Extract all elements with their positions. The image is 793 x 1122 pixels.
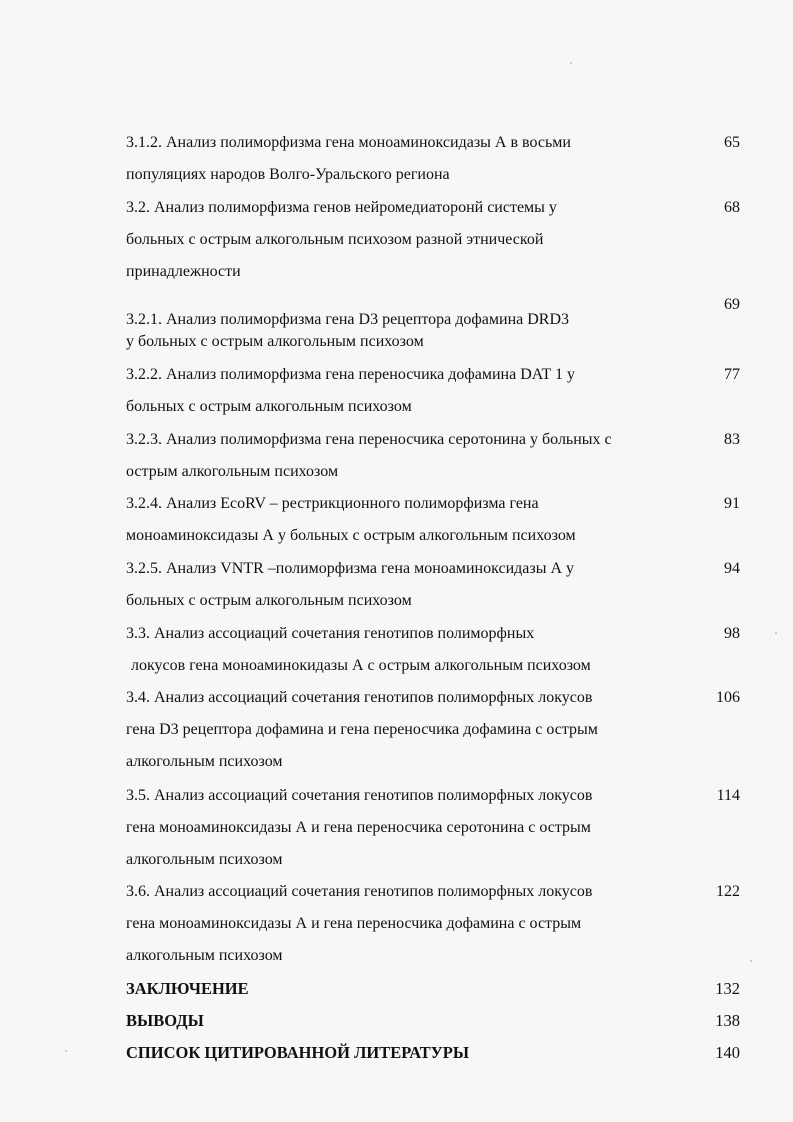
toc-line: гена D3 рецептора дофамина и гена переносчика дофамина с острым (126, 721, 598, 738)
toc-page-number: 106 (716, 689, 740, 706)
toc-entry-text (126, 876, 696, 972)
toc-entry-text (126, 780, 696, 876)
toc-entry-text (126, 618, 696, 682)
toc-line: 3.2.2. Анализ полиморфизма гена переносчика дофамина DAT 1 у (126, 366, 576, 383)
toc-major-title: ЗАКЛЮЧЕНИЕ (126, 979, 249, 998)
toc-page-number: 77 (724, 366, 740, 383)
toc-page-number: 132 (715, 979, 740, 998)
scan-speck (570, 62, 572, 64)
toc-line: 3.1.2. Анализ полиморфизма гена моноаминоксидазы А в восьми (126, 134, 571, 151)
toc-line: больных с острым алкогольным психозом (126, 592, 412, 609)
toc-line: 3.4. Анализ ассоциаций сочетания генотипов полиморфных локусов (126, 689, 593, 706)
toc-entry-text (126, 553, 696, 617)
toc-line: 3.2. Анализ полиморфизма генов нейромедиаторонй системы у (126, 199, 557, 216)
toc-page-number: 68 (724, 199, 740, 216)
toc-line: 3.2.5. Анализ VNTR –полиморфизма гена моноаминоксидазы А у (126, 560, 575, 577)
toc-page-number: 94 (724, 560, 740, 577)
toc-line: больных с острым алкогольным психозом (126, 398, 412, 415)
toc-line: 3.3. Анализ ассоциаций сочетания генотипов полиморфных (126, 625, 535, 642)
toc-line: 3.6. Анализ ассоциаций сочетания генотипов полиморфных локусов (126, 883, 593, 900)
toc-line: гена моноаминоксидазы А и гена переносчика дофамина с острым (126, 915, 582, 932)
scan-speck (65, 1050, 67, 1052)
toc-major-title: ВЫВОДЫ (126, 1011, 204, 1030)
toc-line: 3.5. Анализ ассоциаций сочетания генотипов полиморфных локусов (126, 787, 593, 804)
toc-entry-text (126, 424, 696, 488)
toc-line: 3.2.4. Анализ EcoRV – рестрикционного полиморфизма гена (126, 495, 539, 512)
toc-line: принадлежности (126, 263, 241, 280)
toc-line: алкогольным психозом (126, 753, 283, 770)
toc-entry-text (126, 488, 696, 552)
toc-line: алкогольным психозом (126, 947, 283, 964)
toc-entry-text (126, 359, 696, 423)
scan-speck (775, 632, 777, 634)
toc-page-number: 138 (715, 1011, 740, 1030)
toc-line: 3.2.1. Анализ полиморфизма гена D3 рецептора дофамина DRD3 (126, 311, 570, 328)
toc-page-number: 114 (716, 787, 740, 804)
toc-page-number: 91 (724, 495, 740, 512)
toc-line: моноаминоксидазы А у больных с острым алкогольным психозом (126, 527, 576, 544)
toc-entry-text (126, 309, 696, 353)
toc-line: больных с острым алкогольным психозом разной этнической (126, 231, 544, 248)
toc-page-number: 140 (715, 1043, 740, 1062)
scan-speck (750, 960, 752, 962)
toc-line: 3.2.3. Анализ полиморфизма гена переносчика серотонина у больных с (126, 431, 612, 448)
toc-page-number: 98 (724, 625, 740, 642)
toc-major-title: СПИСОК ЦИТИРОВАННОЙ ЛИТЕРАТУРЫ (126, 1043, 470, 1062)
toc-entry-text (126, 127, 696, 191)
toc-page-number: 83 (724, 431, 740, 448)
toc-entry-text (126, 192, 696, 288)
toc-page-number: 65 (724, 134, 740, 151)
toc-entry-text (126, 682, 696, 778)
toc-page-number: 122 (716, 883, 740, 900)
toc-line: острым алкогольным психозом (126, 463, 339, 480)
toc-line: алкогольным психозом (126, 851, 283, 868)
toc-line: гена моноаминоксидазы А и гена переносчика серотонина с острым (126, 819, 591, 836)
toc-page-number: 69 (724, 296, 740, 313)
toc-line: локусов гена моноаминокидазы А с острым алкогольным психозом (131, 657, 591, 674)
toc-line: популяциях народов Волго-Уральского региона (126, 166, 450, 183)
toc-line: у больных с острым алкогольным психозом (126, 333, 424, 350)
